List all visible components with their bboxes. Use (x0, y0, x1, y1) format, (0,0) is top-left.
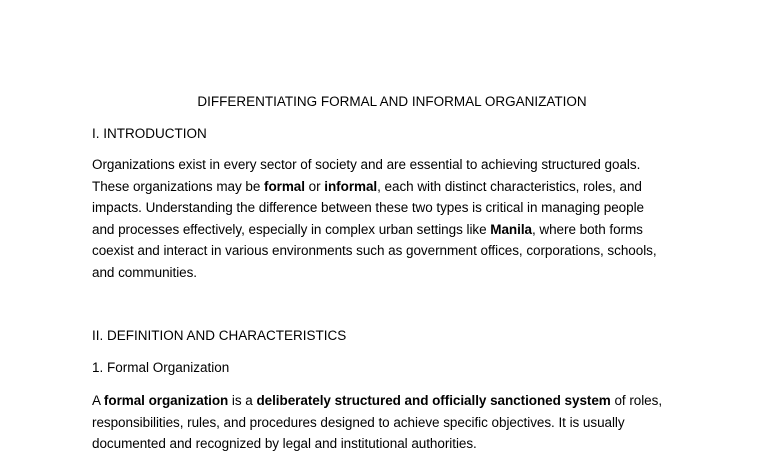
text-run: coexist and interact in various environments such as government offices, corporations, schools, (92, 243, 657, 258)
text-run: , where both forms (531, 221, 643, 237)
text-run: of roles, (610, 393, 663, 408)
emphasis-informal: informal (324, 178, 378, 194)
text-run: impacts. Understanding the difference between these two types is critical in managing people (92, 200, 644, 215)
subsection-heading-formal-organization: 1. Formal Organization (92, 360, 230, 375)
text-run: and processes effectively, especially in complex urban settings like (92, 221, 491, 237)
paragraph-line (92, 219, 696, 241)
emphasis-formal: formal (264, 178, 305, 194)
document-title: DIFFERENTIATING FORMAL AND INFORMAL ORGANIZATION (197, 94, 587, 109)
paragraph-line (92, 176, 696, 198)
emphasis-structured-system: deliberately structured and officially sanctioned system (256, 393, 611, 408)
introduction-paragraph (92, 154, 696, 283)
text-run: or (304, 178, 325, 194)
text-run: Organizations exist in every sector of society and are essential to achieving structured goals. (92, 157, 641, 172)
paragraph-line (92, 262, 696, 284)
text-run: A (92, 393, 104, 408)
paragraph-line (92, 154, 696, 176)
text-run: and communities. (92, 264, 197, 280)
text-run: is a (228, 393, 257, 408)
text-run: responsibilities, rules, and procedures designed to achieve specific objectives. It is usually (92, 414, 625, 430)
section-heading-definitions: II. DEFINITION AND CHARACTERISTICS (92, 328, 347, 343)
paragraph-line (92, 390, 696, 412)
paragraph-line (92, 240, 696, 262)
text-run: , each with distinct characteristics, roles, and (377, 178, 642, 194)
paragraph-line (92, 197, 696, 219)
emphasis-formal-organization: formal organization (103, 393, 229, 408)
text-run: These organizations may be (92, 178, 264, 194)
formal-organization-paragraph (92, 390, 696, 455)
text-run: documented and recognized by legal and institutional authorities. (92, 436, 477, 451)
paragraph-line (92, 412, 696, 434)
paragraph-line (92, 433, 696, 455)
emphasis-manila: Manila (490, 221, 532, 237)
section-heading-introduction: I. INTRODUCTION (92, 126, 207, 141)
